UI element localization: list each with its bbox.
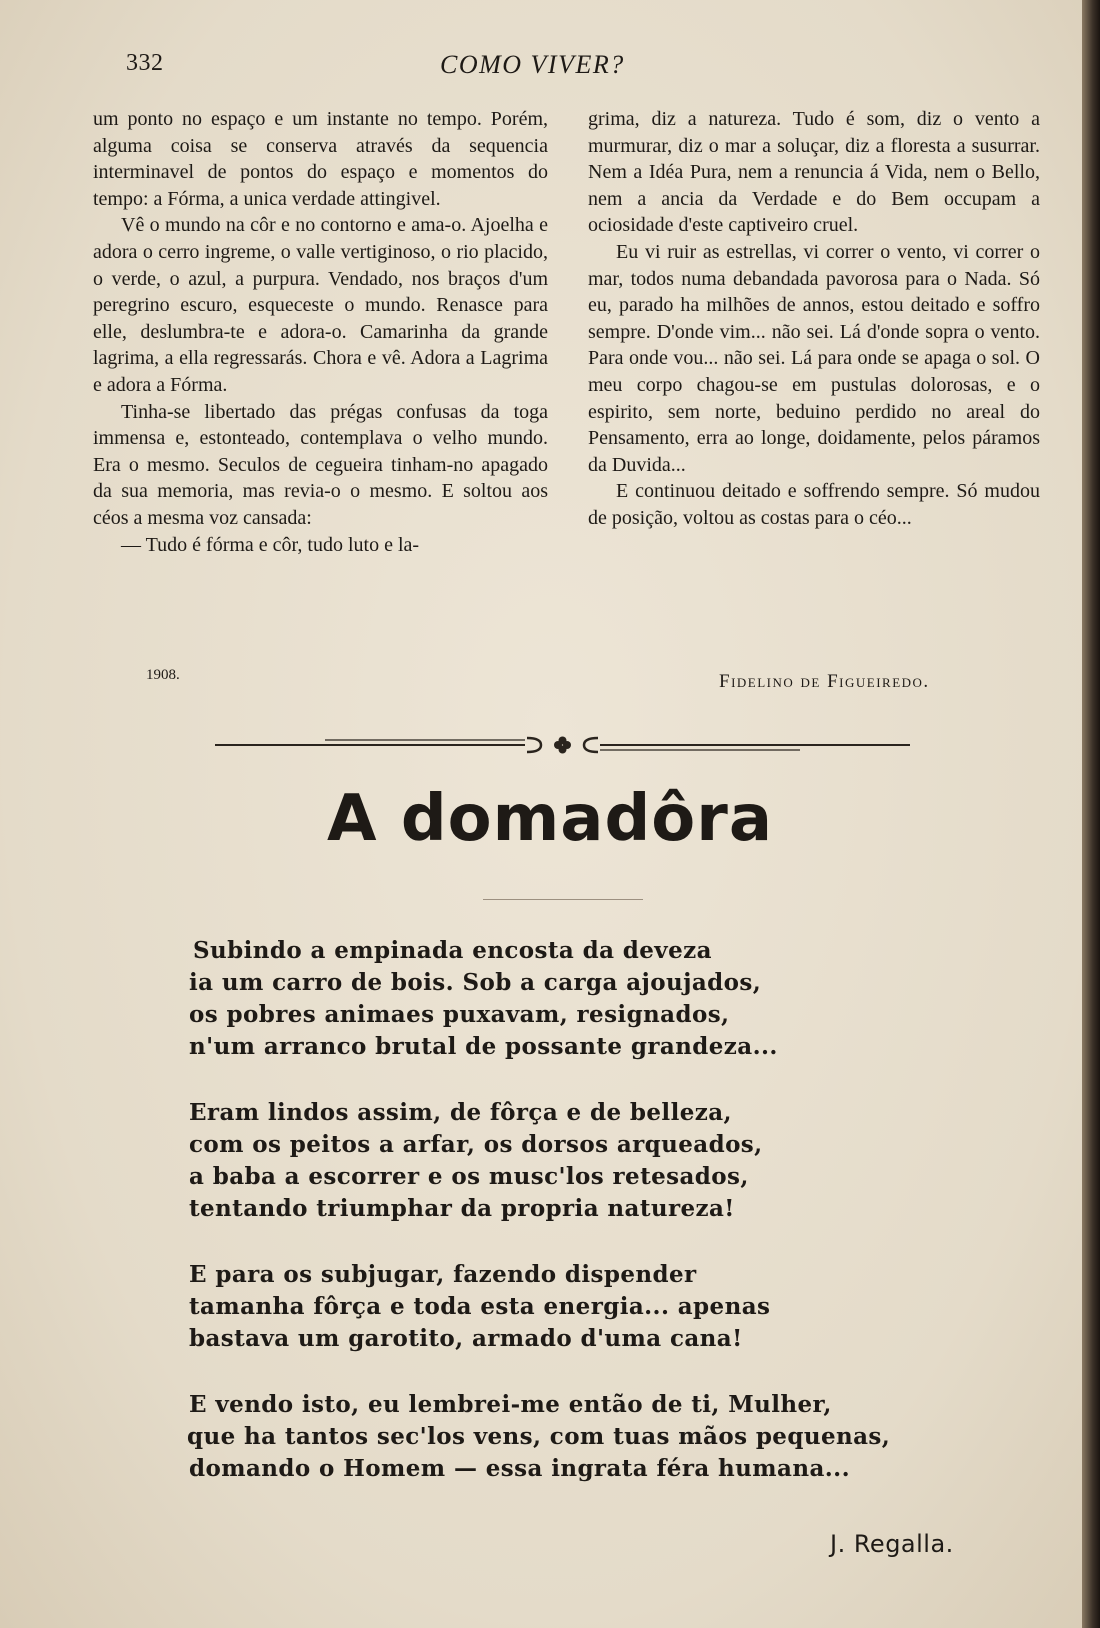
paragraph: Vê o mundo na côr e no contorno e ama-o. Ajoelha e adora o cerro ingreme, o valle vertiginoso, o rio placido, o verde, o azul, a purpura. Vendado, nos braços d'um peregrino escuro, esqueceste o mundo. Renasce para elle, deslumbra-te e adora-o. Camarinha da grande lagrima, a ella regressarás. Chora e vê. Adora a Lagrima e adora a Fórma. xyxy=(93,214,548,396)
poem-body xyxy=(187,935,953,1519)
article-left-column xyxy=(93,106,548,558)
running-title: COMO VIVER? xyxy=(440,50,625,79)
stanza xyxy=(189,1259,953,1355)
verse-line: os pobres animaes puxavam, resignados, xyxy=(189,1001,730,1028)
verse-line: ia um carro de bois. Sob a carga ajoujados, xyxy=(189,969,762,996)
article-right-column xyxy=(588,106,1040,532)
paragraph: grima, diz a natureza. Tudo é som, diz o vento a murmurar, diz o mar a soluçar, diz a floresta a susurrar. Nem a Idéa Pura, nem a renuncia á Vida, nem o Bello, nem a ancia da Verdade e do Bem occupam a ociosidade d'este captiveiro cruel. xyxy=(588,108,1040,237)
paragraph: — Tudo é fórma e côr, tudo luto e la- xyxy=(121,533,420,556)
verse-line: tamanha fôrça e toda esta energia... apenas xyxy=(189,1293,771,1320)
ornamental-divider xyxy=(215,728,910,762)
verse-line: Subindo a empinada encosta da deveza xyxy=(193,937,712,964)
title-rule xyxy=(483,899,643,900)
stanza xyxy=(189,1097,953,1225)
article-date: 1908. xyxy=(146,667,180,683)
paragraph: E continuou deitado e soffrendo sempre. Só mudou de posição, voltou as costas para o céo... xyxy=(588,480,1040,529)
verse-line: n'um arranco brutal de possante grandeza... xyxy=(189,1033,778,1060)
poem-author: J. Regalla. xyxy=(830,1530,954,1558)
stanza xyxy=(187,1389,953,1485)
paragraph: Tinha-se libertado das prégas confusas da toga immensa e, estonteado, contemplava o velho mundo. Era o mesmo. Seculos de cegueira tinham-no apagado da sua memoria, mas revia-o o mesmo. E soltou aos céos a mesma voz cansada: xyxy=(93,400,548,529)
verse-line: bastava um garotito, armado d'uma cana! xyxy=(189,1325,743,1352)
article-author: Fidelino de Figueiredo. xyxy=(719,671,930,692)
verse-line: que ha tantos sec'los vens, com tuas mãos pequenas, xyxy=(187,1423,891,1450)
poem-title: A domadôra xyxy=(327,782,773,856)
verse-line: E para os subjugar, fazendo dispender xyxy=(189,1261,697,1288)
verse-line: a baba a escorrer e os musc'los retesados, xyxy=(189,1163,749,1190)
paragraph: um ponto no espaço e um instante no tempo. Porém, alguma coisa se conserva através da sequencia interminavel de pontos do espaço e momentos do tempo: a Fórma, a unica verdade attingivel. xyxy=(93,108,548,210)
verse-line: Eram lindos assim, de fôrça e de belleza, xyxy=(189,1099,732,1126)
verse-line: domando o Homem — essa ingrata féra humana... xyxy=(189,1455,850,1482)
verse-line: tentando triumphar da propria natureza! xyxy=(189,1195,735,1222)
paragraph: Eu vi ruir as estrellas, vi correr o vento, vi correr o mar, todos numa debandada pavorosa para o Nada. Só eu, parado ha milhões de annos, estou deitado e soffro sempre. D'onde vim... não sei. Lá d'onde sopra o vento. Para onde vou... não sei. Lá para onde se apaga o sol. O meu corpo chagou-se em pustulas dolorosas, e o espirito, sem norte, beduino perdido no areal do Pensamento, erra ao longe, doidamente, pelos páramos da Duvida... xyxy=(588,240,1040,476)
stanza xyxy=(189,935,953,1063)
page-number: 332 xyxy=(126,50,164,76)
verse-line: E vendo isto, eu lembrei-me então de ti, Mulher, xyxy=(189,1391,832,1418)
verse-line: com os peitos a arfar, os dorsos arqueados, xyxy=(189,1131,763,1158)
